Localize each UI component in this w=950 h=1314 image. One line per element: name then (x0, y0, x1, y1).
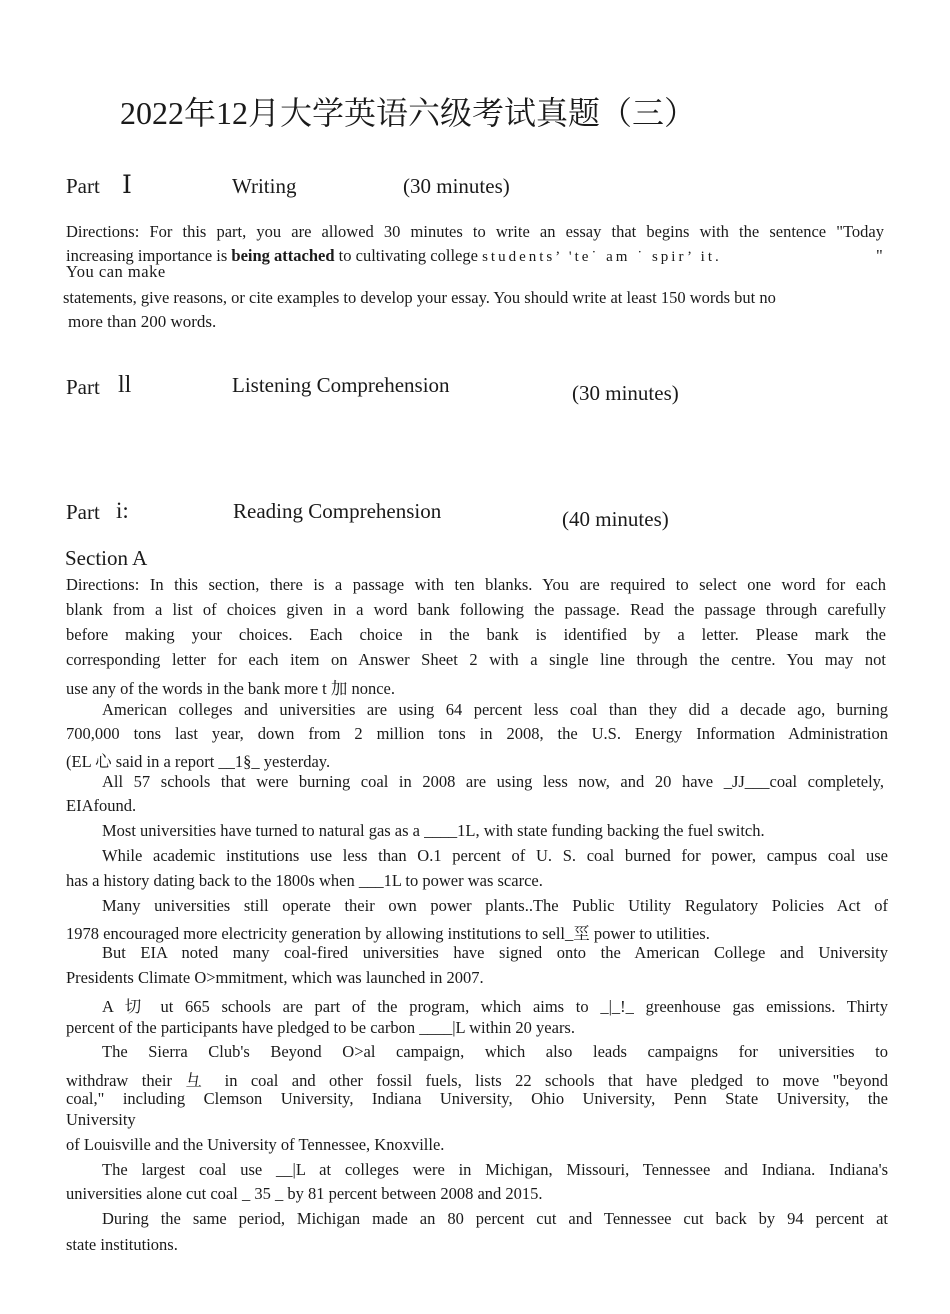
passage-line: The largest coal use __|L at colleges were in Michigan, Missouri, Tennessee and Indiana. Indiana's (102, 1160, 888, 1179)
passage-line: percent of the participants have pledged to be carbon ____|L within 20 years. (66, 1018, 575, 1037)
reading-directions-line: before making your choices. Each choice in the bank is identified by a letter. Please mark the (66, 625, 886, 644)
passage-line: During the same period, Michigan made an 80 percent cut and Tennessee cut back by 94 percent at (102, 1209, 888, 1228)
text: to cultivating college (334, 246, 483, 265)
writing-directions-line-1: Directions: For this part, you are allowed 30 minutes to write an essay that begins with the sentence "Today (66, 222, 884, 241)
passage-line: of Louisville and the University of Tennessee, Knoxville. (66, 1135, 445, 1154)
passage-line: Many universities still operate their own power plants..The Public Utility Regulatory Policies Act of (102, 896, 888, 915)
passage-line: 1978 encouraged more electricity generation by allowing institutions to sell_坙 power to utilities. (66, 924, 710, 943)
part-label: Part (66, 500, 100, 524)
reading-directions-line: use any of the words in the bank more t 加 nonce. (66, 679, 396, 698)
passage-line: University (66, 1110, 136, 1129)
passage-line: Most universities have turned to natural gas as a ____1L, with state funding backing the fuel switch. (102, 821, 765, 840)
passage-line: has a history dating back to the 1800s when ___1L to power was scarce. (66, 871, 543, 890)
passage-line: American colleges and universities are using 64 percent less coal than they did a decade ago, burning (102, 700, 888, 719)
writing-directions-line-3: statements, give reasons, or cite examples to develop your essay. You should write at least 150 words but no (63, 288, 776, 307)
part-name: Reading Comprehension (233, 499, 442, 523)
passage-line: But EIA noted many coal-fired universities have signed onto the American College and University (102, 943, 888, 962)
reading-directions-line: Directions: In this section, there is a passage with ten blanks. You are required to select one word for each (66, 575, 886, 594)
garbled-phrase: students’ 'te˙ am ˙ spir’ it. (482, 249, 722, 265)
passage-line: (EL 心 said in a report __1§_ yesterday. (66, 752, 331, 771)
part-numeral: Ⅰ (122, 172, 132, 199)
reading-directions-line: blank from a list of choices given in a word bank following the passage. Read the passage through carefully (66, 600, 886, 619)
passage-line: EIAfound. (66, 796, 137, 815)
passage-line: 700,000 tons last year, down from 2 million tons in 2008, the U.S. Energy Information Administration (66, 724, 888, 743)
passage-line: The Sierra Club's Beyond O>al campaign, which also leads campaigns for universities to (102, 1042, 888, 1061)
passage-line: withdraw their 彑 in coal and other fossil fuels, lists 22 schools that have pledged to move "beyond (66, 1071, 888, 1090)
part-time: (30 minutes) (572, 381, 679, 405)
part-label: Part (66, 174, 100, 198)
passage-line: While academic institutions use less than O.1 percent of U. S. coal burned for power, campus coal use (102, 846, 888, 865)
writing-directions-line-2b: You can make (66, 262, 166, 281)
part-name: Listening Comprehension (232, 373, 450, 397)
passage-line: coal," including Clemson University, Indiana University, Ohio University, Penn State University, the (66, 1089, 888, 1108)
passage-line: A 切 ut 665 schools are part of the program, which aims to _|_!_ greenhouse gas emissions. Thirty (102, 997, 888, 1016)
reading-directions-line: corresponding letter for each item on Answer Sheet 2 with a single line through the centre. You may not (66, 650, 886, 669)
passage-line: universities alone cut coal _ 35 _ by 81 percent between 2008 and 2015. (66, 1184, 543, 1203)
passage-line: state institutions. (66, 1235, 178, 1254)
part-numeral: ll (118, 372, 132, 398)
passage-line: All 57 schools that were burning coal in 2008 are using less now, and 20 have _JJ___coal completely, (102, 772, 884, 791)
part-time: (40 minutes) (562, 507, 669, 531)
part-name: Writing (232, 174, 297, 198)
writing-directions-line-4: more than 200 words. (68, 312, 217, 331)
section-heading: Section A (65, 546, 148, 570)
part-time: (30 minutes) (403, 174, 510, 198)
bold-phrase: being attached (231, 246, 335, 265)
page-title: 2022年12月大学英语六级考试真题（三） (120, 95, 697, 131)
part-label: Part (66, 375, 100, 399)
passage-line: Presidents Climate O>mmitment, which was launched in 2007. (66, 968, 484, 987)
closing-quote: " (876, 246, 883, 265)
part-numeral: i: (116, 498, 129, 523)
text: increasing importance is (66, 246, 232, 265)
